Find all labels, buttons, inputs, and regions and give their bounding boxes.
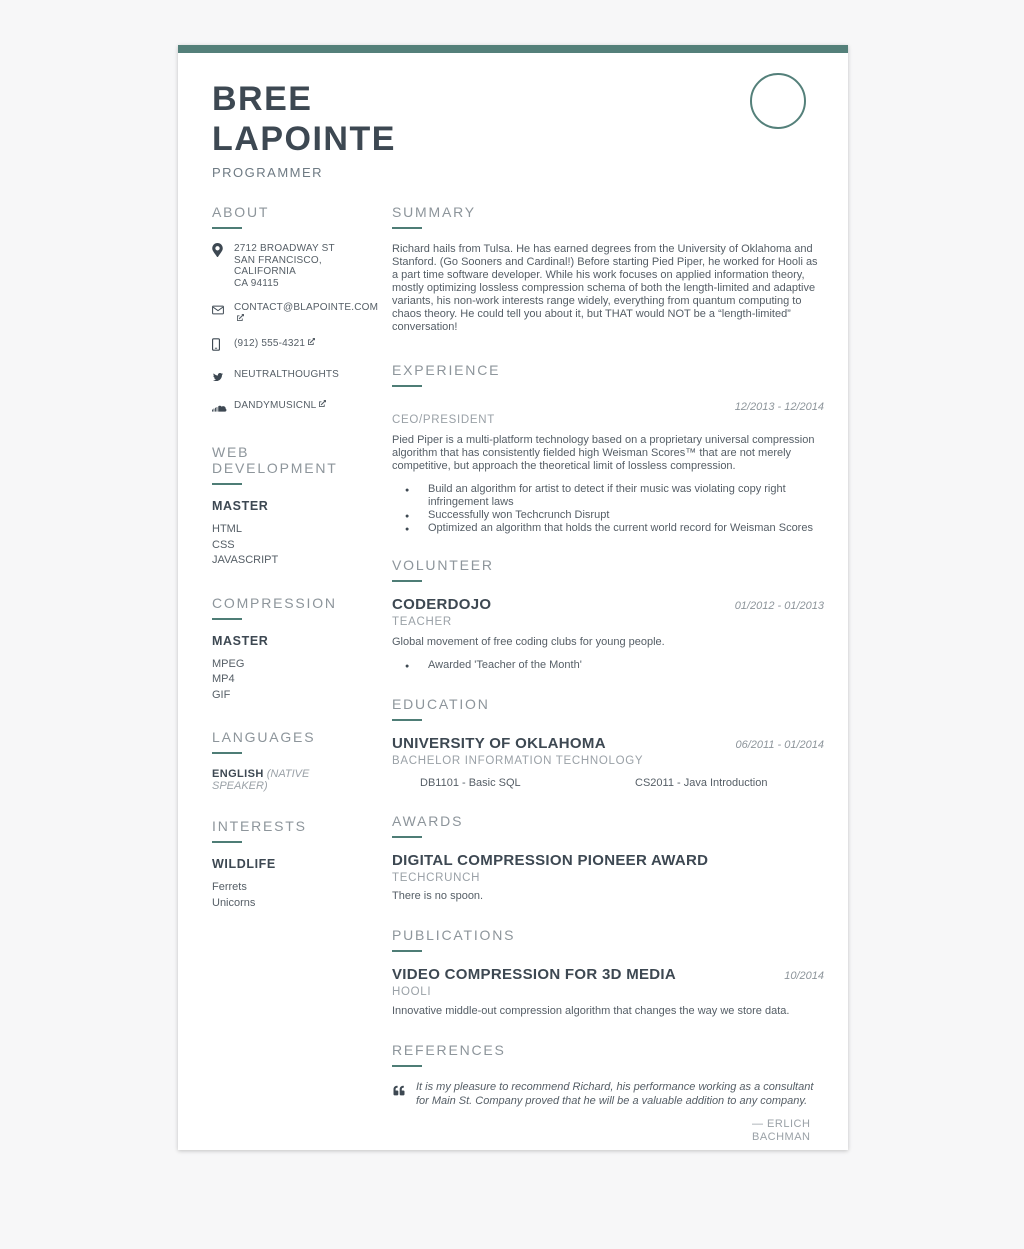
skill-level: MASTER xyxy=(212,499,269,513)
course-item: CS2011 - Java Introduction xyxy=(635,777,768,789)
award-entry xyxy=(392,852,824,903)
summary-text: Richard hails from Tulsa. He has earned degrees from the University of Oklahoma and Stanford. (Go Sooners and Cardinal!) Before starting Pied Piper, he worked for Hooli as a part time software developer. While his work focuses on applied information theory, mostly optimizing lossless compression schema of both the length-limited and adaptive variants, his non-work interests range widely, everything from quantum computing to chaos theory. He could tell you about it, but THAT would NOT be a “length-limited” conversation! xyxy=(392,243,818,333)
reference-quote: It is my pleasure to recommend Richard, his performance working as a consultant for Main St. Company proved that he will be a valuable addition to any company. xyxy=(416,1081,814,1107)
interest-item: Ferrets xyxy=(212,881,247,893)
section-title-web-development: WEB DEVELOPMENT xyxy=(212,444,338,476)
contact-twitter xyxy=(212,369,358,387)
publication-name: VIDEO COMPRESSION FOR 3D MEDIA xyxy=(392,966,677,983)
quote-icon xyxy=(392,1081,416,1108)
volunteer-date: 01/2012 - 01/2013 xyxy=(734,600,824,612)
address-line-2: SAN FRANCISCO, CALIFORNIA xyxy=(234,254,322,277)
language-entry xyxy=(212,768,358,792)
avatar xyxy=(750,73,806,129)
twitter-icon xyxy=(212,369,234,387)
reference-entry xyxy=(392,1081,824,1144)
address-line-1: 2712 BROADWAY ST xyxy=(234,243,335,254)
envelope-icon xyxy=(212,302,234,320)
section-awards xyxy=(392,813,824,903)
contact-address xyxy=(212,243,358,289)
sidebar-column xyxy=(212,204,379,1150)
resume-document xyxy=(178,45,848,1150)
section-languages xyxy=(212,729,358,792)
section-rule xyxy=(392,836,422,838)
interest-items xyxy=(212,880,358,911)
skill-items xyxy=(212,657,358,704)
publication-description: Innovative middle-out compression algorithm that changes the way we store data. xyxy=(392,1005,790,1017)
phone-link[interactable] xyxy=(234,338,315,349)
section-volunteer xyxy=(392,557,824,672)
section-rule xyxy=(212,752,242,754)
section-title-compression: COMPRESSION xyxy=(212,594,337,611)
section-references xyxy=(392,1042,824,1144)
skill-item: MPEG xyxy=(212,657,245,670)
contact-soundcloud xyxy=(212,400,358,418)
section-summary xyxy=(392,204,824,334)
bullet-item: ● Awarded 'Teacher of the Month' xyxy=(392,659,824,672)
external-link-icon[interactable] xyxy=(308,337,315,348)
external-link-icon[interactable] xyxy=(237,313,244,324)
education-date: 06/2011 - 01/2014 xyxy=(735,739,824,751)
soundcloud-link[interactable] xyxy=(234,400,326,411)
volunteer-entry xyxy=(392,596,824,672)
email-link[interactable] xyxy=(234,302,378,325)
section-about xyxy=(212,204,379,418)
main-column xyxy=(392,204,824,1150)
section-education xyxy=(392,696,824,789)
address-text xyxy=(234,243,358,289)
section-title-publications: PUBLICATIONS xyxy=(392,927,516,943)
bullet-item: ● Successfully won Techcrunch Disrupt xyxy=(392,509,824,522)
section-rule xyxy=(212,841,242,843)
section-skill-compression xyxy=(212,595,358,704)
skill-level: MASTER xyxy=(212,633,269,648)
experience-role: CEO/PRESIDENT xyxy=(392,414,496,426)
section-interests xyxy=(212,818,358,911)
skill-item: JAVASCRIPT xyxy=(212,554,279,566)
experience-date: 12/2013 - 12/2014 xyxy=(734,401,824,413)
education-entry xyxy=(392,735,824,789)
experience-description: Pied Piper is a multi-platform technology based on a proprietary universal compression algorithm that has consistently fielded high Weisman Scores™ that are not merely competitive, but approach the theoretical limit of lossless compression. xyxy=(392,434,815,472)
education-school: UNIVERSITY OF OKLAHOMA xyxy=(392,735,606,752)
candidate-first-name: BREE xyxy=(212,80,313,118)
section-rule xyxy=(392,580,422,582)
soundcloud-icon xyxy=(212,400,234,418)
volunteer-organization: CODERDOJO xyxy=(392,596,492,613)
resume-header xyxy=(212,79,824,180)
address-line-3: CA 94115 xyxy=(234,277,279,289)
section-skill-web-development xyxy=(212,444,358,569)
phone-text[interactable]: (912) 555-4321 xyxy=(234,338,306,349)
contact-phone xyxy=(212,338,358,356)
language-name: ENGLISH xyxy=(212,768,264,780)
section-rule xyxy=(392,719,422,721)
contact-email xyxy=(212,302,379,325)
skill-item: GIF xyxy=(212,688,231,701)
interest-item: Unicorns xyxy=(212,896,256,909)
section-title-languages: LANGUAGES xyxy=(212,729,316,745)
section-rule xyxy=(392,950,422,952)
section-title-about: ABOUT xyxy=(212,204,270,220)
reference-attribution: — ERLICH BACHMAN xyxy=(752,1118,811,1143)
award-issuer: TECHCRUNCH xyxy=(392,872,481,884)
accent-top-bar xyxy=(178,45,848,53)
section-title-summary: SUMMARY xyxy=(392,204,476,220)
candidate-role: PROGRAMMER xyxy=(212,165,324,180)
experience-entry xyxy=(392,401,824,535)
award-description: There is no spoon. xyxy=(392,890,484,902)
section-rule xyxy=(212,227,242,229)
publication-entry xyxy=(392,966,824,1018)
education-degree: BACHELOR INFORMATION TECHNOLOGY xyxy=(392,755,644,767)
skill-item: CSS xyxy=(212,538,235,551)
map-marker-icon xyxy=(212,243,234,262)
section-rule xyxy=(212,618,242,620)
volunteer-description: Global movement of free coding clubs for young people. xyxy=(392,636,665,648)
experience-bullets xyxy=(392,483,824,535)
section-experience xyxy=(392,362,824,535)
publication-publisher: HOOLI xyxy=(392,986,432,998)
twitter-handle: NEUTRALTHOUGHTS xyxy=(234,369,340,380)
candidate-name xyxy=(212,79,824,159)
volunteer-bullets xyxy=(392,659,824,672)
external-link-icon[interactable] xyxy=(319,399,326,410)
section-title-awards: AWARDS xyxy=(392,813,464,829)
award-name: DIGITAL COMPRESSION PIONEER AWARD xyxy=(392,852,709,869)
section-title-references: REFERENCES xyxy=(392,1042,506,1058)
course-item: DB1101 - Basic SQL xyxy=(420,777,521,789)
section-title-experience: EXPERIENCE xyxy=(392,362,501,378)
skill-item: MP4 xyxy=(212,673,235,685)
bullet-item: ● Build an algorithm for artist to detect if their music was violating copy right infringement laws xyxy=(392,483,824,509)
section-rule xyxy=(392,227,422,229)
education-courses xyxy=(392,777,824,789)
soundcloud-text[interactable]: DANDYMUSICNL xyxy=(234,400,317,411)
section-title-education: EDUCATION xyxy=(392,696,490,712)
language-note: (NATIVE SPEAKER) xyxy=(212,768,310,792)
section-rule xyxy=(392,1065,422,1067)
section-rule xyxy=(212,483,242,485)
skill-items xyxy=(212,522,358,569)
section-publications xyxy=(392,927,824,1018)
mobile-phone-icon xyxy=(212,338,234,356)
email-text[interactable]: CONTACT@BLAPOINTE.COM xyxy=(234,302,379,313)
section-title-interests: INTERESTS xyxy=(212,818,307,834)
bullet-item: ● Optimized an algorithm that holds the current world record for Weisman Scores xyxy=(392,522,824,535)
publication-date: 10/2014 xyxy=(784,970,824,982)
section-title-volunteer: VOLUNTEER xyxy=(392,557,494,573)
candidate-last-name: LAPOINTE xyxy=(212,120,396,158)
volunteer-role: TEACHER xyxy=(392,616,452,628)
skill-item: HTML xyxy=(212,523,242,535)
section-rule xyxy=(392,385,422,387)
interest-group: WILDLIFE xyxy=(212,857,276,871)
